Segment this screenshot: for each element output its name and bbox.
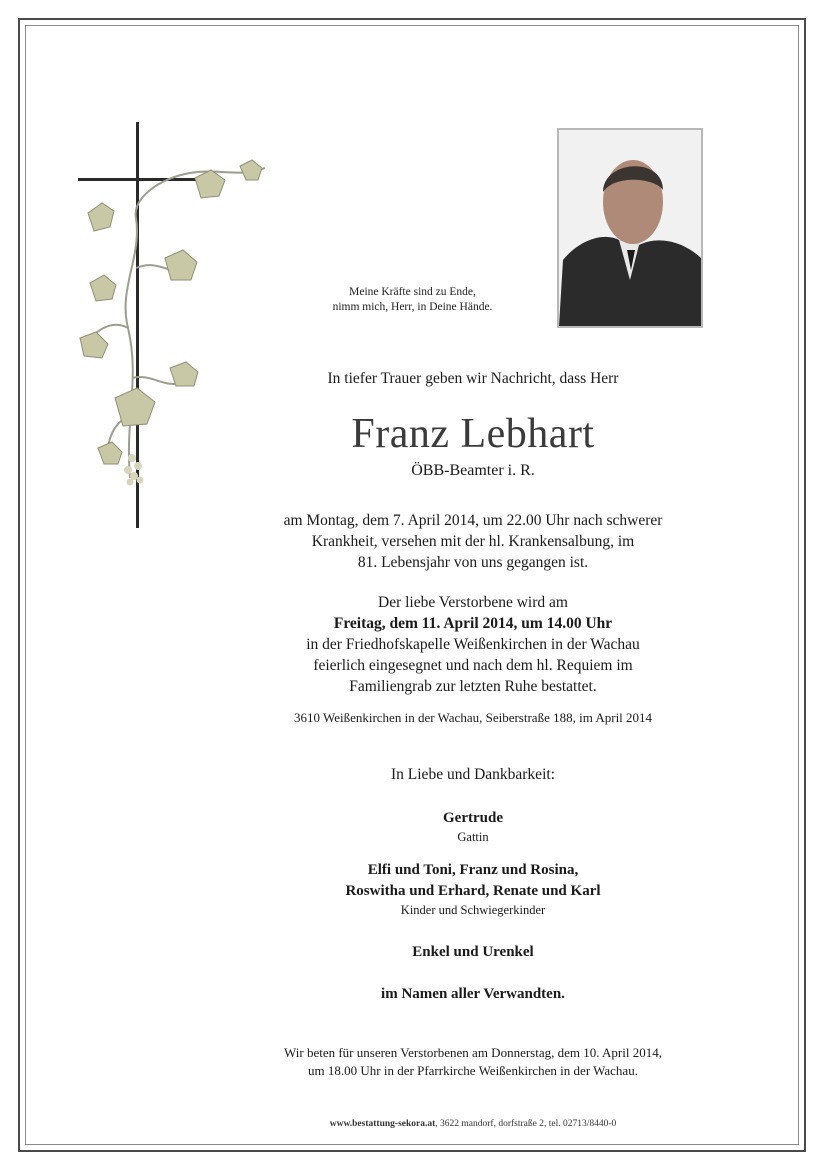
funeral-line: Der liebe Verstorbene wird am [378,594,568,611]
footer [200,1119,746,1129]
death-notice-line: Krankheit, versehen mit der hl. Krankensalbung, im [311,533,635,550]
place-date: 3610 Weißenkirchen in der Wachau, Seiberstraße 188, im April 2014 [293,710,653,725]
death-notice-line: 81. Lebensjahr von uns gegangen ist. [357,554,589,571]
deceased-name: Franz Lebhart [351,411,595,457]
mourner-relatives: im Namen aller Verwandten. [381,986,565,1002]
portrait-photo [557,128,703,328]
funeral-line: feierlich eingesegnet und nach dem hl. Requiem im [313,657,633,674]
footer-url[interactable]: www.bestattung-sekora.at [329,1119,436,1129]
motto-line: nimm mich, Herr, in Deine Hände. [332,301,493,313]
mourner-wife [200,808,746,846]
funeral-line: Familiengrab zur letzten Ruhe bestattet. [349,678,597,695]
death-notice [200,510,746,573]
thanks-heading: In Liebe und Dankbarkeit: [391,766,555,783]
mourner-role: Kinder und Schwiegerkinder [400,903,546,917]
intro-text: In tiefer Trauer geben wir Nachricht, dass Herr [327,370,619,387]
motto-verse [300,285,525,315]
motto-line: Meine Kräfte sind zu Ende, [349,286,476,298]
prayer-line: um 18.00 Uhr in der Pfarrkirche Weißenkirchen in der Wachau. [308,1063,638,1078]
mourner-role: Gattin [457,830,489,844]
mourner-name: Gertrude [443,810,503,826]
deceased-title: ÖBB-Beamter i. R. [411,462,535,479]
prayer-notice [200,1044,746,1080]
footer-details: , 3622 mandorf, dorfstraße 2, tel. 02713/8440-0 [435,1119,617,1129]
funeral-date: Freitag, dem 11. April 2014, um 14.00 Uhr [333,615,613,632]
mourner-grandchildren: Enkel und Urenkel [412,944,534,960]
funeral-notice [200,592,746,697]
prayer-line: Wir beten für unseren Verstorbenen am Donnerstag, dem 10. April 2014, [284,1045,662,1060]
mourner-children [200,860,746,919]
mourner-name: Elfi und Toni, Franz und Rosina, [367,862,579,878]
mourner-name: Roswitha und Erhard, Renate und Karl [345,883,601,899]
funeral-line: in der Friedhofskapelle Weißenkirchen in der Wachau [306,636,640,653]
death-notice-line: am Montag, dem 7. April 2014, um 22.00 Uhr nach schwerer [283,512,663,529]
